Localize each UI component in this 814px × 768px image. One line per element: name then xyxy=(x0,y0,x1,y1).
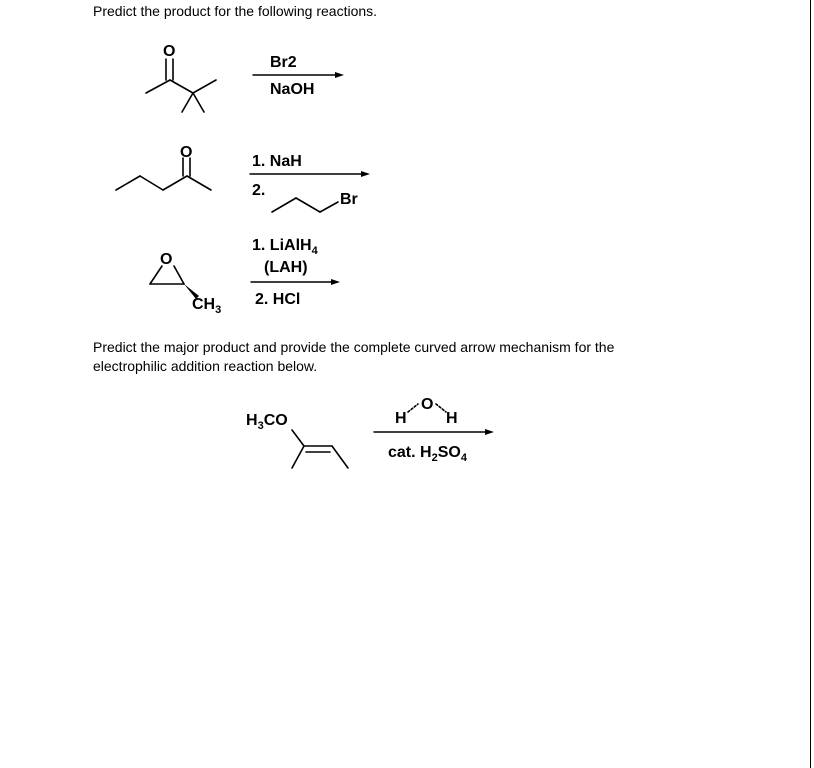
atom-label-hydrogen: H xyxy=(446,410,458,427)
reaction-1 xyxy=(146,43,344,112)
reagent-lithium-aluminum-hydride: 1. LiAlH$_4$ xyxy=(252,237,318,257)
molecule-methoxy-alkene xyxy=(246,412,348,468)
section2-instruction-line1: Predict the major product and provide the complete curved arrow mechanism for the xyxy=(93,339,615,355)
reaction-arrow-1 xyxy=(253,72,344,78)
reagent-sodium-hydride: 1. NaH xyxy=(252,153,302,170)
atom-label-bromine: Br xyxy=(340,191,358,208)
atom-label-methyl: $CH_3$ xyxy=(192,296,222,316)
atom-label-hydrogen: H xyxy=(395,410,407,427)
molecule-propyl-bromide xyxy=(272,191,358,212)
reaction-arrow-3 xyxy=(251,279,340,285)
section1-instruction: Predict the product for the following reactions. xyxy=(93,3,378,19)
reaction-arrow-4 xyxy=(374,429,494,435)
reaction-arrow-2 xyxy=(250,171,370,177)
reagent-bromine: Br2 xyxy=(270,54,297,71)
reagent-sodium-hydroxide: NaOH xyxy=(270,81,315,98)
reagent-hydrochloric-acid: 2. HCl xyxy=(255,291,301,308)
section2-instruction xyxy=(93,338,721,376)
reagent-lah-abbreviation: (LAH) xyxy=(264,259,308,276)
atom-label-oxygen: O xyxy=(421,396,434,413)
reaction-3 xyxy=(150,237,340,316)
catalyst-sulfuric-acid: cat. $H_2SO_4$ xyxy=(388,444,467,464)
atom-label-oxygen: O xyxy=(160,251,173,268)
reaction-2 xyxy=(116,144,370,212)
reagent-water-molecule xyxy=(395,396,458,427)
electrophilic-addition-reaction xyxy=(246,396,494,468)
substituent-methoxy: $H_3CO$ xyxy=(246,412,288,432)
molecule-pentanone xyxy=(116,144,211,190)
reagent-step-2-label: 2. xyxy=(252,182,266,199)
atom-label-oxygen: O xyxy=(180,144,193,161)
atom-label-oxygen: O xyxy=(163,43,176,60)
molecule-pinacolone xyxy=(146,43,216,112)
molecule-propylene-oxide xyxy=(150,251,221,316)
section2-instruction-line2: electrophilic addition reaction below. xyxy=(93,358,318,374)
